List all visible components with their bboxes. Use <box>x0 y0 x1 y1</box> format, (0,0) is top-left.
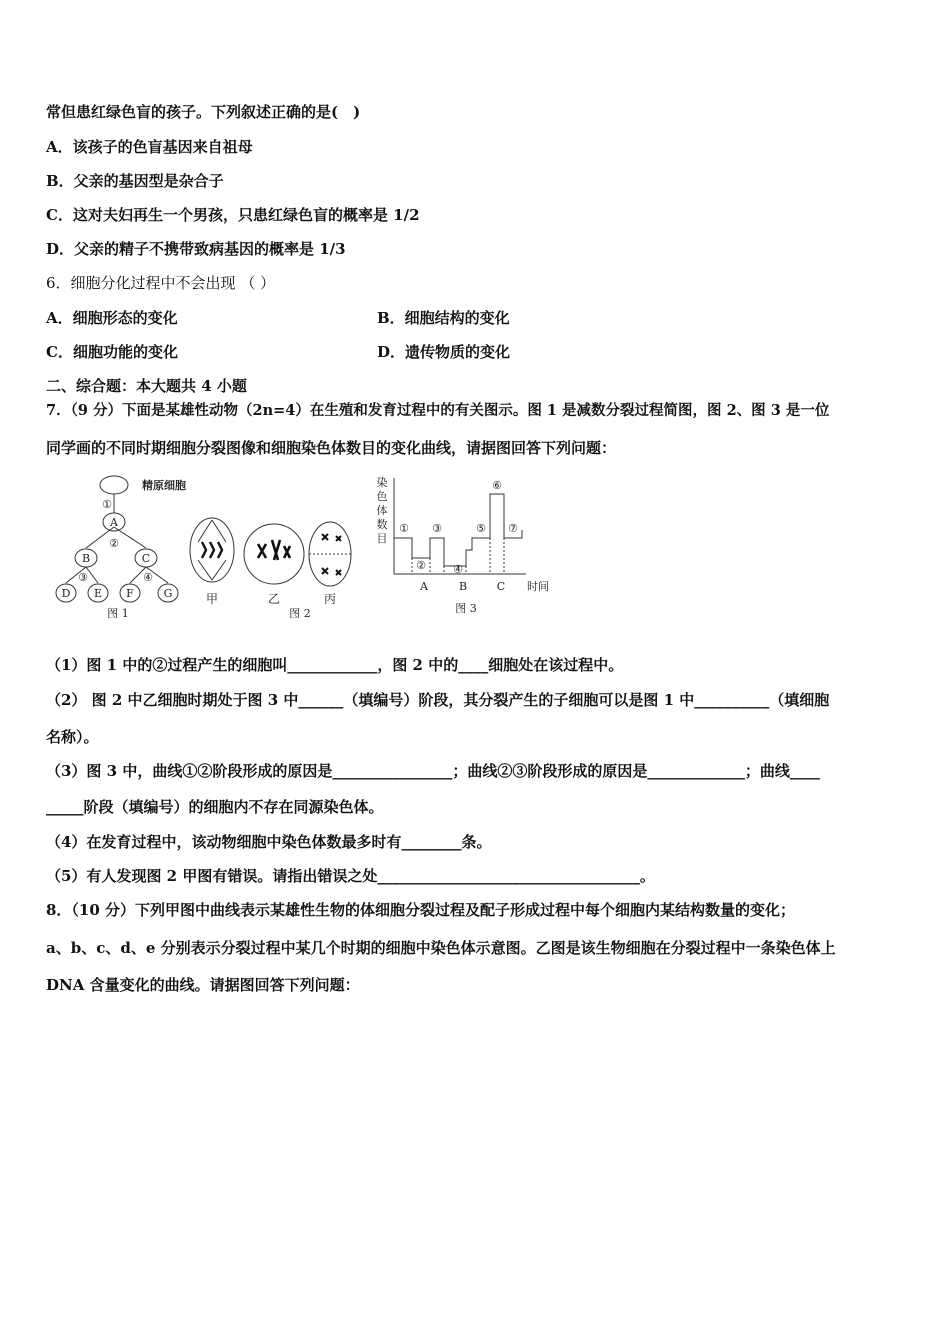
fig2-cell-jia-label: 甲 <box>205 592 219 606</box>
question-8-stem-2: a、b、c、d、e 分别表示分裂过程中某几个时期的细胞中染色体示意图。乙图是该生物细胞在分裂过程中一条染色体上 <box>46 939 836 957</box>
q5-option-d: D．父亲的精子不携带致病基因的概率是 1/3 <box>46 240 346 258</box>
q7-sub-4: （4）在发育过程中，该动物细胞中染色体数最多时有________条。 <box>46 833 492 851</box>
q7-sub-3: （3）图 3 中，曲线①②阶段形成的原因是________________；曲线②③阶段形成的原因是_____________；曲线____ <box>46 762 820 780</box>
fig3-xtick-c: C <box>496 580 506 593</box>
fig3-xtick-a: A <box>420 580 428 593</box>
fig1-top-label: 精原细胞 <box>142 479 186 492</box>
question-8-stem-1: 8．（10 分）下列甲图中曲线表示某雄性生物的体细胞分裂过程及配子形成过程中每个细胞内某结构数量的变化； <box>46 901 796 919</box>
fig3-caption: 图 3 <box>455 602 477 615</box>
figure-svg <box>46 470 566 630</box>
figure-2 <box>190 518 351 586</box>
fig1-caption: 图 1 <box>107 607 129 620</box>
q7-sub-1: （1）图 1 中的②过程产生的细胞叫____________，图 2 中的____细胞处在该过程中。 <box>46 656 624 674</box>
fig3-stage-4: ④ <box>453 563 463 576</box>
cell-yi <box>244 524 304 584</box>
fig3-stage-7: ⑦ <box>508 522 518 535</box>
question-7-figures <box>46 470 566 630</box>
fig1-node-e: E <box>93 587 103 600</box>
q7-sub-5: （5）有人发现图 2 甲图有错误。请指出错误之处___________________________________。 <box>46 867 655 885</box>
fig3-ylabel-3: 体 <box>376 504 388 517</box>
fig1-node-c: C <box>141 552 151 565</box>
question-5-stem-tail: 常但患红绿色盲的孩子。下列叙述正确的是( ) <box>46 103 361 121</box>
spermatogonium-cell <box>100 476 128 494</box>
fig1-node-d: D <box>61 587 71 600</box>
fig2-cell-bing-label: 丙 <box>323 592 337 606</box>
q5-option-c: C．这对夫妇再生一个男孩，只患红绿色盲的概率是 1/2 <box>46 206 420 224</box>
q7-sub-3-tail: _____阶段（填编号）的细胞内不存在同源染色体。 <box>46 798 384 816</box>
fig1-step-3: ③ <box>78 571 88 584</box>
fig1-node-g: G <box>163 587 173 600</box>
question-8-stem-3: DNA 含量变化的曲线。请据图回答下列问题： <box>46 976 360 994</box>
q6-option-c: C．细胞功能的变化 <box>46 343 178 361</box>
fig1-node-b: B <box>81 552 91 565</box>
fig3-ylabel-1: 染 <box>376 476 388 489</box>
fig1-step-2: ② <box>109 537 119 550</box>
q6-option-b: B．细胞结构的变化 <box>377 309 510 327</box>
fig3-stage-3: ③ <box>432 522 442 535</box>
q7-sub-2: （2） 图 2 中乙细胞时期处于图 3 中______（填编号）阶段，其分裂产生的子细胞可以是图 1 中__________（填细胞 <box>46 691 830 709</box>
fig1-step-4: ④ <box>143 571 153 584</box>
fig3-stage-1: ① <box>399 522 409 535</box>
section-heading: 二、综合题：本大题共 4 小题 <box>46 377 247 395</box>
fig3-curve <box>394 494 522 566</box>
question-7-stem-2: 同学画的不同时期细胞分裂图像和细胞染色体数目的变化曲线，请据图回答下列问题： <box>46 439 617 457</box>
fig3-ylabel-2: 色 <box>376 490 388 503</box>
fig3-stage-2: ② <box>416 559 426 572</box>
question-7-stem-1: 7．（9 分）下面是某雄性动物（2n=4）在生殖和发育过程中的有关图示。图 1 是减数分裂过程简图，图 2、图 3 是一位 <box>46 402 830 419</box>
fig3-xlabel: 时间 <box>527 580 549 593</box>
fig3-ylabel-4: 数 <box>376 518 388 531</box>
fig1-step-1: ① <box>102 498 112 511</box>
figure-3 <box>394 478 526 574</box>
q7-sub-2-tail: 名称）。 <box>46 728 99 746</box>
question-6-stem: 6．细胞分化过程中不会出现 （ ） <box>46 274 276 292</box>
cell-jia <box>190 518 234 582</box>
fig3-stage-5: ⑤ <box>476 522 486 535</box>
fig1-node-f: F <box>126 587 134 600</box>
fig3-xtick-b: B <box>458 580 468 593</box>
fig3-ylabel-5: 目 <box>376 532 388 545</box>
q6-option-d: D．遗传物质的变化 <box>377 343 511 361</box>
q5-option-b: B．父亲的基因型是杂合子 <box>46 172 224 190</box>
fig2-cell-yi-label: 乙 <box>267 592 281 606</box>
fig3-stage-6: ⑥ <box>492 479 502 492</box>
q5-option-a: A．该孩子的色盲基因来自祖母 <box>46 138 253 156</box>
q6-option-a: A．细胞形态的变化 <box>46 309 178 327</box>
fig2-caption: 图 2 <box>289 607 311 620</box>
fig1-node-a: A <box>110 516 118 529</box>
